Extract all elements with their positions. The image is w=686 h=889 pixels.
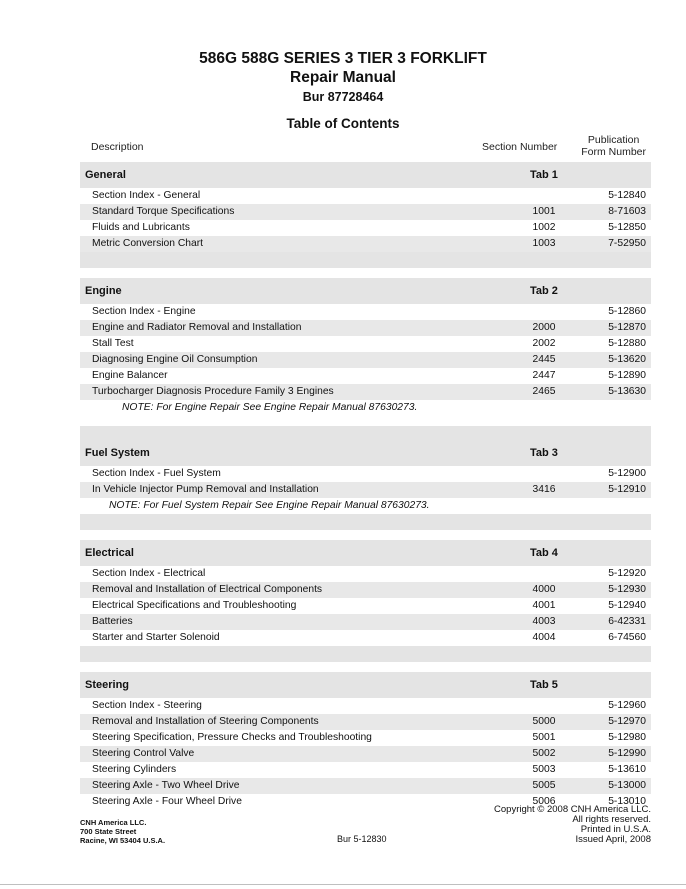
row-description: Section Index - Fuel System [92, 468, 221, 479]
row-description: Electrical Specifications and Troubleshooting [92, 600, 297, 611]
column-headers [80, 134, 651, 162]
row-description: Standard Torque Specifications [92, 206, 235, 217]
note-text: NOTE: For Engine Repair See Engine Repair Manual 87630273. [122, 402, 418, 413]
section-spacer [80, 530, 651, 540]
row-section-number: 4000 [532, 584, 556, 595]
row-description: Fluids and Lubricants [92, 222, 190, 233]
section-header [80, 440, 651, 466]
row-description: Turbocharger Diagnosis Procedure Family 3 Engines [92, 386, 334, 397]
section-divider [80, 426, 651, 440]
section-tab: Tab 5 [530, 679, 558, 691]
table-row [80, 352, 651, 368]
bur-number: Bur 87728464 [302, 90, 384, 104]
section-spacer [80, 416, 651, 426]
table-row [80, 336, 651, 352]
table-row [80, 384, 651, 400]
table-row [80, 614, 651, 630]
row-publication-number: 5-12880 [608, 338, 646, 349]
row-description: Metric Conversion Chart [92, 238, 204, 249]
row-description: Section Index - Electrical [92, 568, 206, 579]
row-description: Starter and Starter Solenoid [92, 632, 220, 643]
table-row [80, 714, 651, 730]
document-header [0, 49, 686, 133]
note-text: NOTE: For Fuel System Repair See Engine Repair Manual 87630273. [109, 500, 430, 511]
table-row [80, 566, 651, 582]
rights-text: All rights reserved. [572, 814, 651, 825]
row-section-number: 3416 [532, 484, 556, 495]
row-publication-number: 5-13620 [608, 354, 646, 365]
row-section-number: 2002 [532, 338, 556, 349]
table-row [80, 630, 651, 646]
row-publication-number: 5-12920 [608, 568, 646, 579]
section-title: Steering [85, 679, 130, 691]
row-publication-number: 5-12840 [608, 190, 646, 201]
row-description: Stall Test [92, 338, 134, 349]
row-section-number: 5006 [532, 796, 556, 807]
section-tab: Tab 3 [530, 447, 558, 459]
row-description: Removal and Installation of Steering Components [92, 716, 319, 727]
row-section-number: 1001 [532, 206, 556, 217]
row-publication-number: 5-12980 [608, 732, 646, 743]
row-section-number: 2000 [532, 322, 556, 333]
row-section-number: 5000 [532, 716, 556, 727]
row-section-number: 5003 [532, 764, 556, 775]
row-publication-number: 5-13000 [608, 780, 646, 791]
row-publication-number: 5-13010 [608, 796, 646, 807]
row-description: Steering Axle - Two Wheel Drive [92, 780, 240, 791]
section-tab: Tab 4 [530, 547, 558, 559]
table-row [80, 236, 651, 252]
column-section-number: Section Number [482, 141, 558, 153]
column-description: Description [91, 141, 144, 153]
row-section-number: 4003 [532, 616, 556, 627]
toc-table [80, 162, 651, 810]
section-divider [80, 252, 651, 268]
table-row [80, 746, 651, 762]
table-row [80, 466, 651, 482]
section-title: General [85, 169, 126, 181]
table-row [80, 778, 651, 794]
row-description: Steering Specification, Pressure Checks and Troubleshooting [92, 732, 372, 743]
section-title: Fuel System [85, 447, 150, 459]
section-header [80, 162, 651, 188]
row-section-number: 2465 [532, 386, 556, 397]
section-header [80, 672, 651, 698]
table-row [80, 762, 651, 778]
row-section-number: 5005 [532, 780, 556, 791]
table-row [80, 188, 651, 204]
table-row [80, 698, 651, 714]
document-subtitle: Repair Manual [290, 69, 396, 86]
section-note [80, 498, 651, 514]
row-description: Engine and Radiator Removal and Installation [92, 322, 302, 333]
row-section-number: 5001 [532, 732, 556, 743]
table-row [80, 304, 651, 320]
row-publication-number: 6-74560 [608, 632, 646, 643]
section-divider [80, 514, 651, 530]
footer-bur: Bur 5-12830 [337, 834, 387, 844]
row-description: Engine Balancer [92, 370, 168, 381]
row-publication-number: 5-12940 [608, 600, 646, 611]
row-description: Diagnosing Engine Oil Consumption [92, 354, 258, 365]
row-description: Steering Axle - Four Wheel Drive [92, 796, 242, 807]
section-spacer [80, 662, 651, 672]
row-publication-number: 5-13610 [608, 764, 646, 775]
row-description: Steering Control Valve [92, 748, 195, 759]
section-spacer [80, 268, 651, 278]
row-publication-number: 5-12910 [608, 484, 646, 495]
company-city: Racine, WI 53404 U.S.A. [80, 836, 166, 845]
row-publication-number: 5-12960 [608, 700, 646, 711]
company-street: 700 State Street [80, 827, 137, 836]
document-title: 586G 588G SERIES 3 TIER 3 FORKLIFT [199, 50, 487, 67]
page-bottom-rule [0, 884, 686, 885]
table-row [80, 482, 651, 498]
row-description: Steering Cylinders [92, 764, 177, 775]
row-publication-number: 5-12860 [608, 306, 646, 317]
table-row [80, 582, 651, 598]
section-header [80, 540, 651, 566]
copyright-block [494, 805, 651, 845]
row-description: Removal and Installation of Electrical Components [92, 584, 323, 595]
copyright-text: Copyright © 2008 CNH America LLC. [494, 804, 651, 815]
row-section-number: 2447 [532, 370, 556, 381]
column-publication [581, 134, 646, 158]
row-publication-number: 5-12970 [608, 716, 646, 727]
row-publication-number: 5-12890 [608, 370, 646, 381]
row-publication-number: 6-42331 [608, 616, 646, 627]
row-section-number: 4001 [532, 600, 556, 611]
section-divider [80, 646, 651, 662]
row-description: Section Index - Steering [92, 700, 202, 711]
table-row [80, 730, 651, 746]
row-publication-number: 5-12870 [608, 322, 646, 333]
table-row [80, 220, 651, 236]
row-description: Section Index - General [92, 190, 201, 201]
toc-heading: Table of Contents [286, 116, 400, 131]
row-publication-number: 5-12990 [608, 748, 646, 759]
row-section-number: 4004 [532, 632, 556, 643]
row-section-number: 2445 [532, 354, 556, 365]
row-section-number: 5002 [532, 748, 556, 759]
row-section-number: 1002 [532, 222, 556, 233]
section-header [80, 278, 651, 304]
section-title: Electrical [85, 547, 134, 559]
company-name: CNH America LLC. [80, 818, 147, 827]
table-row [80, 368, 651, 384]
row-publication-number: 8-71603 [608, 206, 646, 217]
row-publication-number: 7-52950 [608, 238, 646, 249]
printed-text: Printed in U.S.A. [580, 824, 651, 835]
section-note [80, 400, 651, 416]
row-publication-number: 5-13630 [608, 386, 646, 397]
row-description: Batteries [92, 616, 133, 627]
row-publication-number: 5-12850 [608, 222, 646, 233]
table-row [80, 204, 651, 220]
row-publication-number: 5-12930 [608, 584, 646, 595]
row-publication-number: 5-12900 [608, 468, 646, 479]
column-publication-line2: Form Number [581, 146, 646, 158]
section-tab: Tab 2 [530, 285, 558, 297]
row-description: In Vehicle Injector Pump Removal and Installation [92, 484, 319, 495]
company-address [80, 818, 165, 845]
issued-text: Issued April, 2008 [575, 834, 651, 845]
column-publication-line1: Publication [587, 134, 640, 146]
row-description: Section Index - Engine [92, 306, 196, 317]
row-section-number: 1003 [532, 238, 556, 249]
section-tab: Tab 1 [530, 169, 558, 181]
table-row [80, 598, 651, 614]
table-row [80, 320, 651, 336]
section-title: Engine [85, 285, 122, 297]
